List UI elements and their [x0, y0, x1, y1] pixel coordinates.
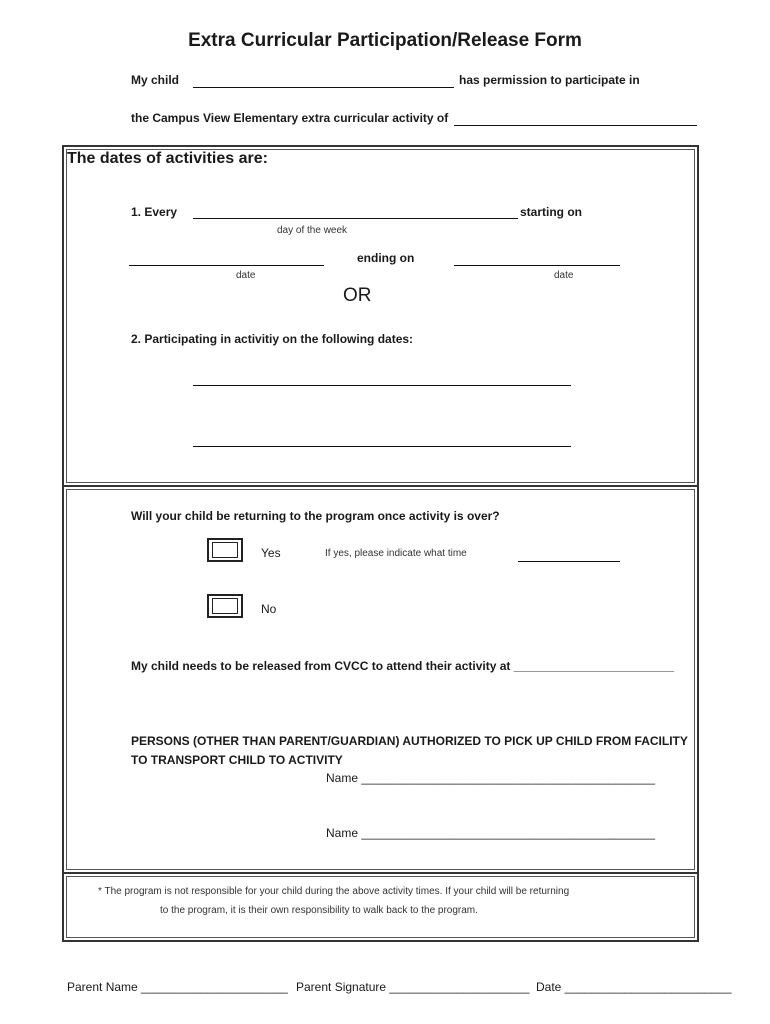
note-line-1: * The program is not responsible for your child during the above activity times. If your child will be returning [98, 886, 570, 897]
has-permission-text: has permission to participate in [459, 73, 640, 87]
day-of-week-line[interactable] [193, 218, 518, 219]
no-label: No [261, 602, 277, 616]
every-label: 1. Every [131, 205, 178, 219]
return-box [62, 485, 699, 874]
no-checkbox[interactable] [207, 594, 243, 618]
date-field[interactable]: Date _________________________ [536, 980, 732, 994]
activity-name-line[interactable] [454, 125, 697, 126]
starting-on-label: starting on [520, 205, 582, 219]
dates-line-2[interactable] [193, 446, 571, 447]
form-title: Extra Curricular Participation/Release Form [188, 30, 582, 51]
day-of-week-caption: day of the week [277, 225, 348, 236]
yes-hint: If yes, please indicate what time [325, 548, 467, 559]
release-text: My child needs to be released from CVCC to attend their activity at ________________________ [131, 659, 674, 673]
yes-label: Yes [261, 546, 281, 560]
authorized-name-2[interactable]: Name ____________________________________________ [326, 826, 655, 840]
persons-heading-line2: TO TRANSPORT CHILD TO ACTIVITY [131, 753, 343, 767]
ending-on-label: ending on [357, 251, 415, 265]
return-time-line[interactable] [518, 561, 620, 562]
my-child-label: My child [131, 73, 180, 87]
parent-signature-field[interactable]: Parent Signature _____________________ [296, 980, 530, 994]
dates-box [62, 145, 699, 487]
participating-label: 2. Participating in activitiy on the following dates: [131, 332, 414, 346]
end-date-line[interactable] [454, 265, 620, 266]
or-separator: OR [343, 285, 372, 306]
campus-activity-label: the Campus View Elementary extra curricular activity of [131, 111, 449, 125]
authorized-name-1[interactable]: Name ____________________________________________ [326, 771, 655, 785]
child-name-line[interactable] [193, 87, 454, 88]
dates-heading: The dates of activities are: [67, 150, 268, 167]
persons-heading-line1: PERSONS (OTHER THAN PARENT/GUARDIAN) AUTHORIZED TO PICK UP CHILD FROM FACILITY [131, 734, 688, 748]
note-line-2: to the program, it is their own responsibility to walk back to the program. [160, 905, 478, 916]
returning-question: Will your child be returning to the program once activity is over? [131, 509, 500, 523]
yes-checkbox[interactable] [207, 538, 243, 562]
start-date-caption: date [236, 270, 256, 281]
parent-name-field[interactable]: Parent Name ______________________ [67, 980, 288, 994]
end-date-caption: date [554, 270, 574, 281]
dates-line-1[interactable] [193, 385, 571, 386]
start-date-line[interactable] [129, 265, 324, 266]
